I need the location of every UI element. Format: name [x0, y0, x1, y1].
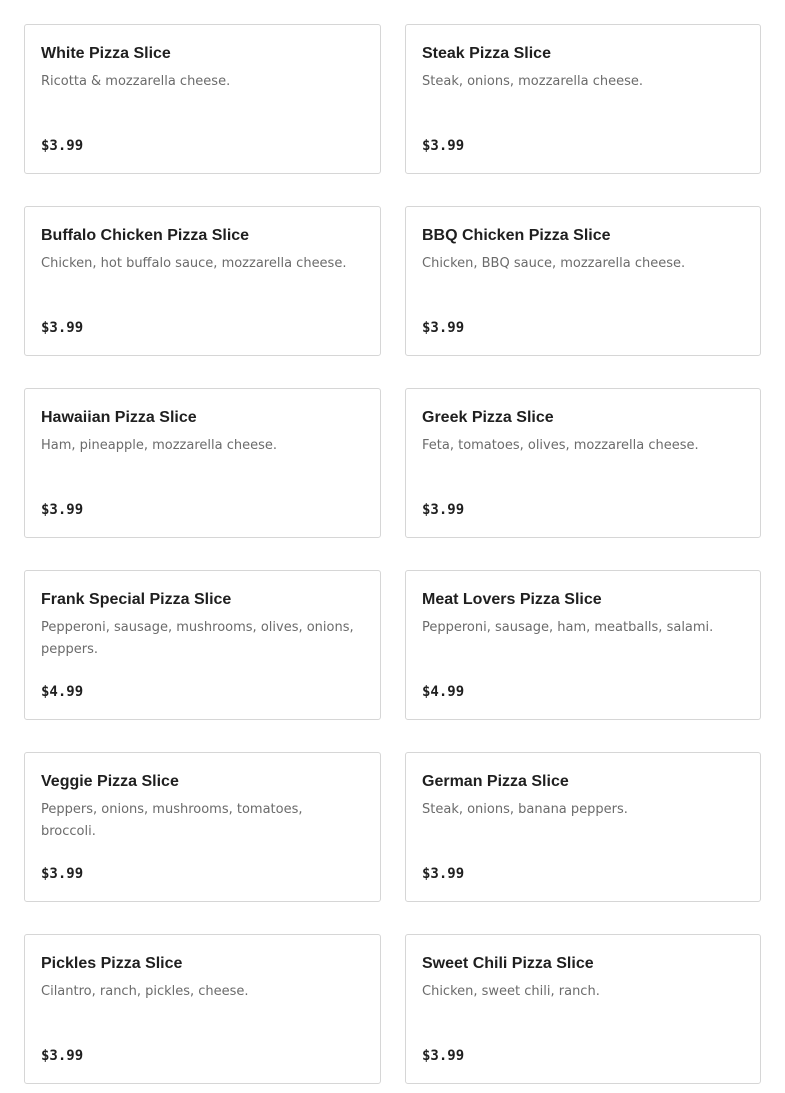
menu-item-description: Feta, tomatoes, olives, mozzarella cheese. [422, 438, 699, 453]
menu-item-card-hawaiian-pizza-slice[interactable] [24, 388, 381, 538]
menu-item-price: $3.99 [41, 1048, 84, 1064]
menu-item-price: $3.99 [41, 138, 84, 154]
menu-item-card-meat-lovers-pizza-slice[interactable] [405, 570, 761, 720]
menu-item-price: $3.99 [422, 138, 465, 154]
menu-item-description: Chicken, hot buffalo sauce, mozzarella cheese. [41, 256, 347, 271]
menu-item-description: Pepperoni, sausage, mushrooms, olives, onions, peppers. [41, 620, 354, 657]
menu-item-price: $3.99 [422, 1048, 465, 1064]
menu-item-card-veggie-pizza-slice[interactable] [24, 752, 381, 902]
menu-item-card-frank-special-pizza-slice[interactable] [24, 570, 381, 720]
menu-item-name: Greek Pizza Slice [422, 409, 554, 426]
menu-item-name: BBQ Chicken Pizza Slice [422, 227, 611, 244]
menu-item-description: Steak, onions, banana peppers. [422, 802, 628, 817]
menu-item-price: $3.99 [422, 866, 465, 882]
menu-item-description: Steak, onions, mozzarella cheese. [422, 74, 644, 89]
menu-item-price: $3.99 [422, 320, 465, 336]
menu-item-price: $3.99 [41, 320, 84, 336]
menu-item-name: Meat Lovers Pizza Slice [422, 591, 602, 608]
menu-item-name: White Pizza Slice [41, 45, 171, 62]
menu-grid [24, 24, 761, 1084]
menu-item-card-white-pizza-slice[interactable] [24, 24, 381, 174]
menu-item-description: Cilantro, ranch, pickles, cheese. [41, 984, 249, 999]
menu-item-card-greek-pizza-slice[interactable] [405, 388, 761, 538]
menu-item-card-sweet-chili-pizza-slice[interactable] [405, 934, 761, 1084]
menu-item-description: Chicken, BBQ sauce, mozzarella cheese. [422, 256, 686, 271]
menu-item-card-german-pizza-slice[interactable] [405, 752, 761, 902]
menu-item-description: Peppers, onions, mushrooms, tomatoes, broccoli. [41, 802, 303, 839]
menu-item-description: Ham, pineapple, mozzarella cheese. [41, 438, 278, 453]
menu-item-name: Frank Special Pizza Slice [41, 591, 232, 608]
menu-item-name: Buffalo Chicken Pizza Slice [41, 227, 250, 244]
menu-item-name: Hawaiian Pizza Slice [41, 409, 197, 426]
menu-item-price: $4.99 [422, 684, 465, 700]
menu-item-name: Sweet Chili Pizza Slice [422, 955, 594, 972]
menu-item-name: Pickles Pizza Slice [41, 955, 183, 972]
menu-item-price: $4.99 [41, 684, 84, 700]
menu-item-price: $3.99 [41, 502, 84, 518]
menu-item-name: German Pizza Slice [422, 773, 569, 790]
menu-item-description: Ricotta & mozzarella cheese. [41, 74, 231, 89]
menu-item-price: $3.99 [41, 866, 84, 882]
menu-item-name: Veggie Pizza Slice [41, 773, 179, 790]
menu-item-price: $3.99 [422, 502, 465, 518]
menu-item-card-steak-pizza-slice[interactable] [405, 24, 761, 174]
menu-item-card-bbq-chicken-pizza-slice[interactable] [405, 206, 761, 356]
menu-item-name: Steak Pizza Slice [422, 45, 551, 62]
menu-item-description: Pepperoni, sausage, ham, meatballs, salami. [422, 620, 714, 635]
menu-item-card-pickles-pizza-slice[interactable] [24, 934, 381, 1084]
menu-item-description: Chicken, sweet chili, ranch. [422, 984, 600, 999]
menu-item-card-buffalo-chicken-pizza-slice[interactable] [24, 206, 381, 356]
